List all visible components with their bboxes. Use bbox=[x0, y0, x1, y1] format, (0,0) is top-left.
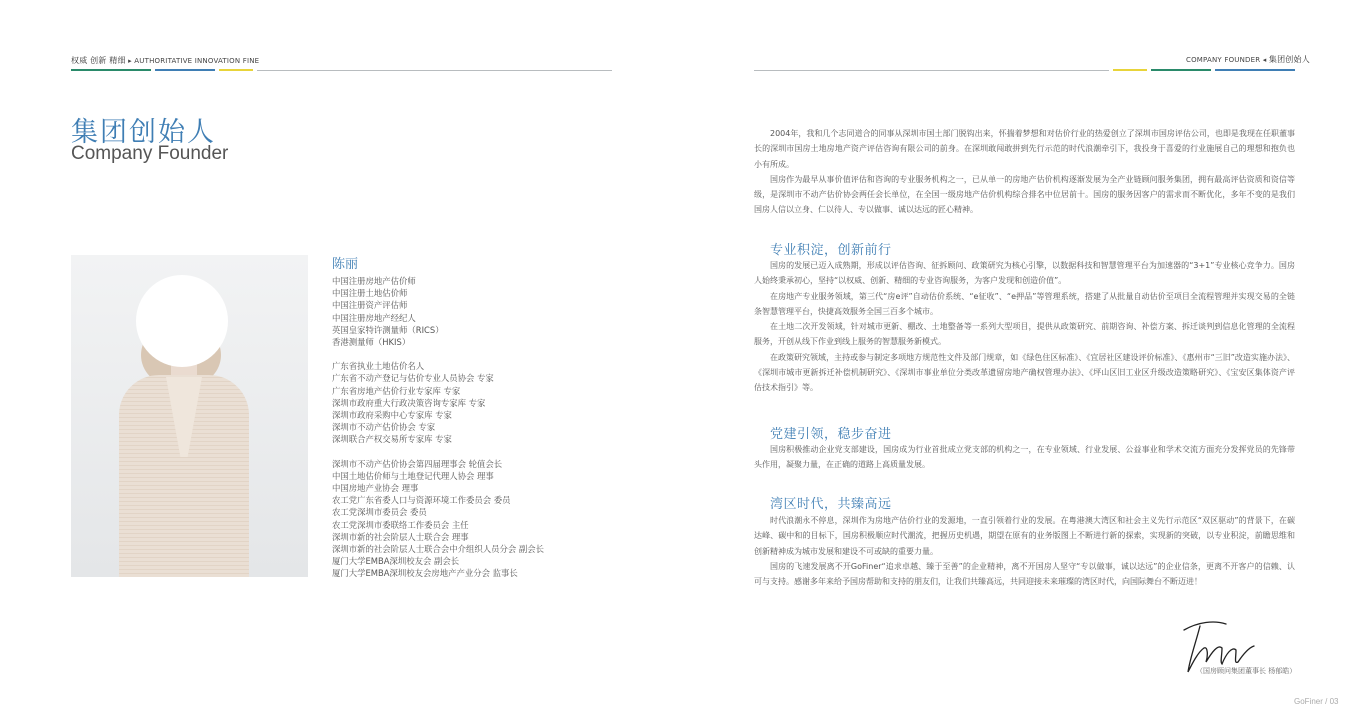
header-arrow-icon: ▸ bbox=[128, 57, 132, 65]
section-paragraph: 在房地产专业服务领域，第三代“房e评”自动估价系统、“e征收”、“e押品”等管理系统，搭建了从批量自动估价至项目全流程管理并实现交易的全链条智慧管理平台，快捷高效服务全国三百多个城市。 bbox=[754, 291, 1295, 316]
credential-item: 中国注册资产评估师 bbox=[332, 300, 408, 311]
section-paragraph: 国房积极推动企业党支部建设，国房成为行业首批成立党支部的机构之一，在专业领域、行业发展、公益事业和学术交流方面充分发挥党员的先锋带头作用，凝聚力量，在正确的道路上高质量发展。 bbox=[754, 445, 1295, 470]
header-rule-yellow-right bbox=[1113, 69, 1147, 71]
section-body-bay-area bbox=[754, 513, 1295, 589]
credential-item: 中国注册房地产估价师 bbox=[332, 276, 416, 286]
founder-photo bbox=[71, 255, 308, 577]
credential-item: 香港测量师（HKIS） bbox=[332, 337, 411, 348]
credential-item: 广东省不动产登记与估价专业人员协会 专家 bbox=[332, 373, 494, 384]
intro-text bbox=[754, 126, 1295, 218]
header-label-cn: 集团创始人 bbox=[1268, 55, 1310, 64]
signature-caption: （国房顾问集团董事长 杨郁皓） bbox=[1196, 667, 1297, 675]
credential-item: 深圳市新的社会阶层人士联合会 理事 bbox=[332, 531, 469, 542]
header-label-en: COMPANY FOUNDER bbox=[1186, 56, 1261, 64]
credential-item: 广东省房地产估价行业专家库 专家 bbox=[332, 385, 461, 396]
section-paragraph: 在政策研究领域，主持或参与制定多项地方规范性文件及部门规章，如《绿色住区标准》、《宜居社区建设评价标准》、《惠州市“三旧”改造实施办法》、《深圳市城市更新拆迁补偿机制研究》、《深圳市事业单位分类改革遗留房地产确权管理办法》、《坪山区旧工业区升级改造策略研究》、《宝安区集体资产评估技术指引》等。 bbox=[754, 352, 1295, 393]
founder-name: 陈丽 bbox=[332, 257, 359, 272]
credential-item: 英国皇家特许测量师（RICS） bbox=[332, 324, 444, 335]
intro-paragraph: 国房作为最早从事价值评估和咨询的专业服务机构之一，已从单一的房地产估价机构逐渐发展为全产业链顾问服务集团，拥有最高评估资质和资信等级，是深圳市不动产估价协会两任会长单位，在全国一级房地产估价机构综合排名中位居前十。国房的服务因客户的需求而不断优化，多年不变的是我们国房人信以立身、仁以待人、专以做事、诚以达远的匠心精神。 bbox=[754, 174, 1295, 215]
page-title-en: Company Founder bbox=[71, 143, 229, 164]
credential-item: 深圳市政府重大行政决策咨询专家库 专家 bbox=[332, 397, 486, 408]
credential-item: 厦门大学EMBA深圳校友会房地产产业分会 监事长 bbox=[332, 568, 518, 579]
credential-item: 中国注册土地估价师 bbox=[332, 288, 408, 299]
header-slogan-en: AUTHORITATIVE INNOVATION FINE bbox=[134, 57, 260, 65]
section-heading-bay-area: 湾区时代，共臻高远 bbox=[770, 497, 892, 512]
header-rule-gray-right bbox=[754, 70, 1109, 71]
header-rule-yellow-left bbox=[219, 69, 253, 71]
section-paragraph: 时代浪潮永不停息，深圳作为房地产估价行业的发源地，一直引领着行业的发展。在粤港澳大湾区和社会主义先行示范区“双区驱动”的背景下，在碳达峰、碳中和的目标下，国房积极顺应时代潮流，把握历史机遇，期望在原有的业务版图上不断进行新的探索，实现新的突破，以专业积淀，前瞻思维和创新精神成为城市发展和建设不可或缺的重要力量。 bbox=[754, 516, 1295, 556]
credential-item: 农工党广东省委人口与资源环境工作委员会 委员 bbox=[332, 495, 511, 506]
section-heading-party: 党建引领，稳步奋进 bbox=[770, 427, 892, 442]
founder-credentials bbox=[332, 275, 544, 580]
section-paragraph: 在土地二次开发领域，针对城市更新、棚改、土地整备等一系列大型项目，提供从政策研究、前期咨询、补偿方案、拆迁谈判到信息化管理的全流程服务，开创从线下作业到线上服务的智慧服务新模式。 bbox=[754, 322, 1295, 347]
header-rule-green-right bbox=[1151, 69, 1211, 71]
credential-item: 深圳市不动产估价协会第四届理事会 轮值会长 bbox=[332, 458, 503, 469]
photo-face-blur bbox=[136, 275, 228, 367]
header-rule-blue-left bbox=[155, 69, 215, 71]
header-slogan bbox=[71, 55, 259, 66]
credential-item: 农工党深圳市委联络工作委员会 主任 bbox=[332, 519, 469, 530]
credential-item: 深圳市政府采购中心专家库 专家 bbox=[332, 410, 452, 421]
credential-item: 深圳市新的社会阶层人士联合会中介组织人员分会 副会长 bbox=[332, 544, 545, 555]
header-arrow-left-icon: ◂ bbox=[1262, 56, 1267, 64]
header-section-label bbox=[1186, 54, 1310, 65]
credential-item: 中国房地产业协会 理事 bbox=[332, 483, 419, 494]
section-heading-professional: 专业积淀，创新前行 bbox=[770, 243, 892, 258]
intro-paragraph: 2004年，我和几个志同道合的同事从深圳市国土部门脱钩出来，怀揣着梦想和对估价行业的热爱创立了深圳市国房评估公司，也即是我现在任职董事长的深圳市国房土地房地产资产评估咨询有限公司的前身。在深圳敢闯敢拼到先行示范的时代浪潮牵引下，我投身于喜爱的行业施展自己的理想和抱负也小有所成。 bbox=[754, 129, 1295, 169]
credentials-group-1 bbox=[332, 275, 544, 348]
header-rule-blue-right bbox=[1215, 69, 1295, 71]
page-title-cn: 集团创始人 bbox=[71, 117, 216, 148]
credential-item: 厦门大学EMBA深圳校友会 副会长 bbox=[332, 556, 460, 567]
section-body-professional bbox=[754, 258, 1295, 396]
credentials-group-3 bbox=[332, 458, 544, 580]
section-paragraph: 国房的飞速发展离不开GoFiner“追求卓越、臻于至善”的企业精神，离不开国房人坚守“专以做事，诚以达远”的企业信条，更离不开客户的信赖、认可与支持。感谢多年来给予国房帮助和支持的朋友们，让我们共臻高远，共同迎接未来璀璨的湾区时代，向国际舞台不断迈进！ bbox=[754, 561, 1295, 587]
credentials-group-2 bbox=[332, 360, 544, 445]
credential-item: 中国注册房地产经纪人 bbox=[332, 312, 416, 323]
page-number: GoFiner / 03 bbox=[1294, 697, 1339, 706]
credential-item: 深圳联合产权交易所专家库 专家 bbox=[332, 434, 452, 445]
credential-item: 广东省执业土地估价名人 bbox=[332, 361, 425, 372]
header-slogan-cn: 权威 创新 精细 bbox=[71, 56, 126, 65]
credential-item: 中国土地估价师与土地登记代理人协会 理事 bbox=[332, 470, 494, 481]
section-paragraph: 国房的发展已迈入成熟期，形成以评估咨询、征拆顾问、政策研究为核心引擎，以数据科技和智慧管理平台为加速器的“3+1”专业核心竞争力。国房人始终秉承初心，坚持“以权威、创新、精细的专业咨询服务，为客户发现和创造价值”。 bbox=[754, 261, 1295, 286]
credential-item: 深圳市不动产估价协会 专家 bbox=[332, 422, 436, 433]
section-body-party bbox=[754, 442, 1295, 473]
credential-item: 农工党深圳市委员会 委员 bbox=[332, 507, 427, 518]
header-rule-gray-left bbox=[257, 70, 612, 71]
header-rule-green-left bbox=[71, 69, 151, 71]
